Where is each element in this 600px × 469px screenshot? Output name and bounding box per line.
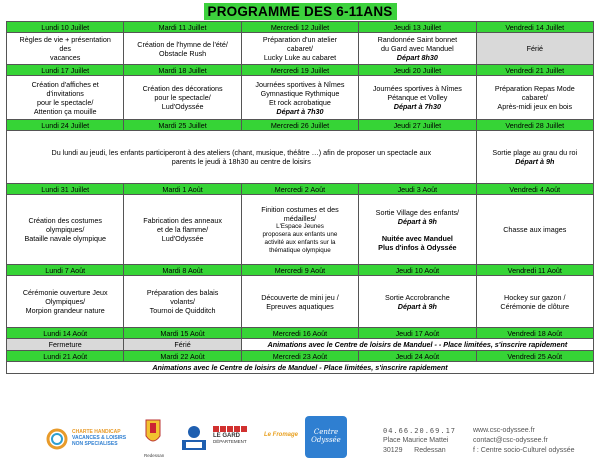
activity-cell: Règles de vie + présentation des vacances: [7, 33, 124, 65]
activity-cell: Sortie plage au grau du roi Départ à 9h: [476, 131, 593, 184]
day-header: Vendredi 25 Août: [476, 351, 593, 362]
charte-handicap-icon: [46, 428, 68, 450]
gard-title: LE GARD: [213, 433, 240, 439]
activity-cell: Création des costumes olympiques/ Bataille navale olympique: [7, 195, 124, 265]
activity-cell: Sortie Village des enfants/ Départ à 9h Nuitée avec Manduel Plus d'infos à Odyssée: [359, 195, 476, 265]
activity-row: [7, 339, 594, 351]
day-header: Mardi 18 Juillet: [124, 65, 241, 76]
activity-cell: Création d'affiches et d'invitations pour le spectacle/ Attention ça mouille: [7, 76, 124, 120]
activity-cell: Préparation d'un atelier cabaret/ Lucky Luke au cabaret: [241, 33, 358, 65]
day-header: Jeudi 20 Juillet: [359, 65, 476, 76]
activity-row: [7, 195, 594, 265]
day-header: Mardi 22 Août: [124, 351, 241, 362]
day-header: Lundi 24 Juillet: [7, 120, 124, 131]
activity-cell: Découverte de mini jeu / Epreuves aquatiques: [241, 276, 358, 328]
day-header: Mercredi 12 Juillet: [241, 22, 358, 33]
day-header: Mercredi 9 Août: [241, 265, 358, 276]
day-header: Lundi 17 Juillet: [7, 65, 124, 76]
activity-cell: Journées sportives à Nîmes Pétanque et Volley Départ à 7h30: [359, 76, 476, 120]
day-header: Vendredi 28 Juillet: [476, 120, 593, 131]
website-link[interactable]: www.csc-odyssee.fr: [473, 427, 535, 434]
activity-cell: Création de l'hymne de l'été/ Obstacle Rush: [124, 33, 241, 65]
holiday-cell: Férié: [476, 33, 593, 65]
activity-cell: Journées sportives à Nîmes Gymnastique Rythmique Et rock acrobatique Départ à 7h30: [241, 76, 358, 120]
activity-cell: Préparation Repas Mode cabaret/ Après-midi jeux en bois: [476, 76, 593, 120]
spectacle-cell: Du lundi au jeudi, les enfants participeront à des ateliers (chant, musique, théâtre …) afin de proposer un spectacle aux parents le jeudi à 18h30 au centre de loisirs: [7, 131, 477, 184]
contact-online: [473, 426, 598, 456]
fromage-text: Le Fromage: [264, 432, 299, 438]
zip-code: 30129: [383, 447, 403, 454]
day-header: Mercredi 2 Août: [241, 184, 358, 195]
activity-row: [7, 131, 594, 184]
address: Place Maurice Mattei: [383, 437, 449, 444]
gard-department-logo: [213, 426, 258, 452]
activity-row: [7, 276, 594, 328]
charte-handicap-logo: [46, 426, 136, 452]
activity-cell: Chasse aux images: [476, 195, 593, 265]
day-header: Vendredi 11 Août: [476, 265, 593, 276]
day-header: Vendredi 4 Août: [476, 184, 593, 195]
activity-row: [7, 33, 594, 65]
day-header: Jeudi 17 Août: [359, 328, 476, 339]
activity-cell: Préparation des balais volants/ Tournoi de Quidditch: [124, 276, 241, 328]
manduel-animation-cell: Animations avec le Centre de loisirs de Manduel - - Place limitées, s'inscrire rapidement: [241, 339, 593, 351]
redessan-crest-logo: [144, 418, 165, 458]
week-header-row: [7, 120, 594, 131]
activity-cell: Fabrication des anneaux et de la flamme/ Lud'Odyssée: [124, 195, 241, 265]
day-header: Mercredi 26 Juillet: [241, 120, 358, 131]
activity-row: [7, 76, 594, 120]
fromage-logo: [264, 432, 300, 446]
day-header: Vendredi 14 Juillet: [476, 22, 593, 33]
day-header: Mardi 8 Août: [124, 265, 241, 276]
phone-number: 04.66.20.69.17: [383, 427, 457, 435]
week-header-row: [7, 184, 594, 195]
activity-cell: Création des décorations pour le spectacle/ Lud'Odyssée: [124, 76, 241, 120]
day-header: Mardi 11 Juillet: [124, 22, 241, 33]
facebook-link[interactable]: f : Centre socio-Culturel odyssée: [473, 447, 575, 454]
day-header: Jeudi 24 Août: [359, 351, 476, 362]
activity-cell: Finition costumes et des médailles/ L'Espace Jeunes proposera aux enfants une activité aux enfants sur la thématique olympique: [241, 195, 358, 265]
closed-cell: Fermeture: [7, 339, 124, 351]
logo-text: CHARTE HANDICAP: [72, 429, 121, 435]
crest-caption: Redessan: [144, 453, 165, 458]
day-header: Lundi 10 Juillet: [7, 22, 124, 33]
logo-text: NON SPECIALISES: [72, 441, 118, 447]
activity-cell: Randonnée Saint bonnet du Gard avec Manduel Départ 8h30: [359, 33, 476, 65]
contact-address: [383, 426, 473, 456]
day-header: Lundi 31 Juillet: [7, 184, 124, 195]
odyssee-text: Centre: [313, 428, 339, 436]
caf-logo: [178, 422, 210, 456]
day-header: Lundi 21 Août: [7, 351, 124, 362]
day-header: Mercredi 16 Août: [241, 328, 358, 339]
day-header: Lundi 14 Août: [7, 328, 124, 339]
programme-table: [6, 21, 594, 374]
week-header-row: [7, 328, 594, 339]
day-header: Jeudi 10 Août: [359, 265, 476, 276]
email-link[interactable]: contact@csc-odyssee.fr: [473, 437, 548, 444]
week-header-row: [7, 22, 594, 33]
day-header: Mardi 25 Juillet: [124, 120, 241, 131]
week-header-row: [7, 265, 594, 276]
day-header: Vendredi 21 Juillet: [476, 65, 593, 76]
week-header-row: [7, 351, 594, 362]
gard-subtitle: DÉPARTEMENT: [213, 439, 247, 444]
day-header: Jeudi 13 Juillet: [359, 22, 476, 33]
day-header: Jeudi 27 Juillet: [359, 120, 476, 131]
holiday-cell: Férié: [124, 339, 241, 351]
day-header: Mercredi 19 Juillet: [241, 65, 358, 76]
day-header: Jeudi 3 Août: [359, 184, 476, 195]
day-header: Lundi 7 Août: [7, 265, 124, 276]
day-header: Vendredi 18 Août: [476, 328, 593, 339]
page-title: PROGRAMME DES 6-11ANS: [0, 3, 600, 21]
activity-row: [7, 362, 594, 374]
footer: [0, 404, 600, 469]
manduel-animation-cell: Animations avec le Centre de loisirs de Manduel - Place limitées, s'inscrire rapidement: [7, 362, 594, 374]
activity-cell: Sortie Accrobranche Départ à 9h: [359, 276, 476, 328]
activity-cell: Hockey sur gazon / Cérémonie de clôture: [476, 276, 593, 328]
city: Redessan: [414, 447, 446, 454]
day-header: Mercredi 23 Août: [241, 351, 358, 362]
day-header: Mardi 15 Août: [124, 328, 241, 339]
logo-text: VACANCES & LOISIRS: [72, 435, 127, 441]
day-header: Mardi 1 Août: [124, 184, 241, 195]
week-header-row: [7, 65, 594, 76]
odyssee-logo: [305, 416, 347, 458]
activity-cell: Cérémonie ouverture Jeux Olympiques/ Morpion grandeur nature: [7, 276, 124, 328]
odyssee-text: Odyssée: [311, 436, 341, 444]
